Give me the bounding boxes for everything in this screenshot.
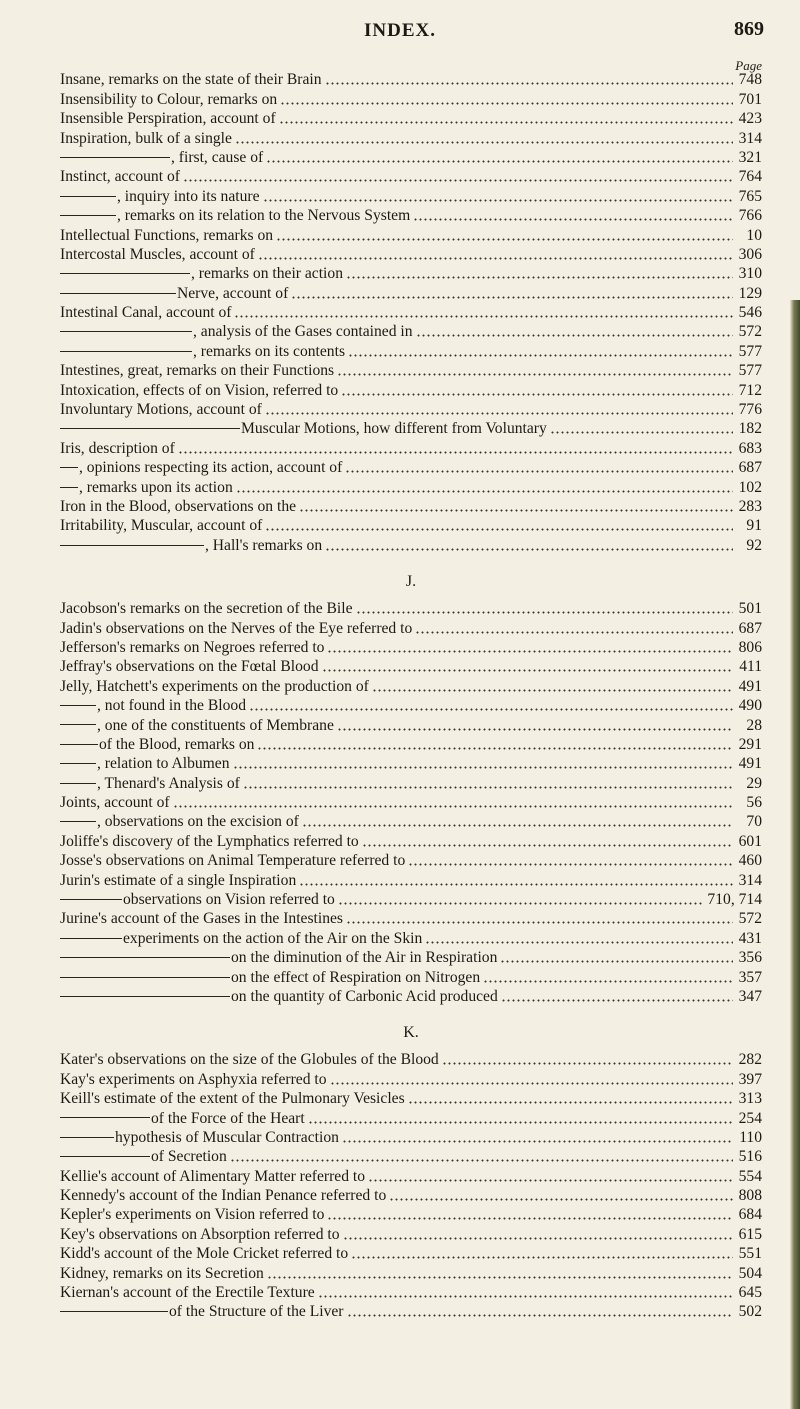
entry-page-number: 645 xyxy=(738,1284,762,1302)
entry-page-number: 29 xyxy=(746,774,762,792)
index-entry xyxy=(60,89,762,108)
ditto-dash xyxy=(60,977,230,978)
entry-text: of the Blood, remarks on xyxy=(60,736,254,754)
dot-leader xyxy=(325,82,733,85)
entry-page-number: 701 xyxy=(738,90,762,108)
entry-page-number: 546 xyxy=(738,304,762,322)
dot-leader xyxy=(233,766,733,769)
entry-page-number: 28 xyxy=(746,716,762,734)
ditto-dash xyxy=(60,545,204,546)
dot-leader xyxy=(265,412,733,415)
ditto-dash xyxy=(60,293,176,294)
entry-page-number: 684 xyxy=(738,1206,762,1224)
entry-page-number: 282 xyxy=(738,1051,762,1069)
entry-page-number: 491 xyxy=(738,677,762,695)
entry-text: Insane, remarks on the state of their Brain xyxy=(60,71,322,89)
entry-page-number: 70 xyxy=(746,813,762,831)
entry-page-number: 314 xyxy=(738,129,762,147)
index-entry xyxy=(60,516,762,535)
index-entry xyxy=(60,497,762,516)
index-entry xyxy=(60,109,762,128)
entry-text: Insensibility to Colour, remarks on xyxy=(60,90,278,108)
entry-text: of the Force of the Heart xyxy=(60,1110,305,1128)
index-entry xyxy=(60,657,762,676)
ditto-dash xyxy=(60,428,240,429)
ditto-dash xyxy=(60,1156,150,1157)
dot-leader xyxy=(291,296,733,299)
dot-leader xyxy=(351,1256,733,1259)
entry-page-number: 110 xyxy=(739,1128,762,1146)
entry-page-number: 306 xyxy=(738,245,762,263)
ditto-dash xyxy=(60,1137,114,1138)
entry-text: Key's observations on Absorption referred to xyxy=(60,1225,340,1243)
book-binding-edge xyxy=(790,300,800,1409)
entry-text: Jelly, Hatchett's experiments on the production of xyxy=(60,677,369,695)
index-entry xyxy=(60,967,762,986)
entry-page-number: 806 xyxy=(738,638,762,656)
entry-text: , relation to Albumen xyxy=(60,755,230,773)
entry-page-number: 314 xyxy=(738,871,762,889)
index-entry xyxy=(60,70,762,89)
index-entry xyxy=(60,303,762,322)
index-entry xyxy=(60,928,762,947)
dot-leader xyxy=(280,102,733,105)
dot-leader xyxy=(266,160,733,163)
index-entry xyxy=(60,458,762,477)
entry-text: Kay's experiments on Asphyxia referred to xyxy=(60,1070,327,1088)
dot-leader xyxy=(483,980,733,983)
entry-page-number: 572 xyxy=(738,323,762,341)
dot-leader xyxy=(408,863,733,866)
index-entry xyxy=(60,1263,762,1282)
index-entry xyxy=(60,167,762,186)
index-entry xyxy=(60,148,762,167)
entry-page-number: 516 xyxy=(738,1148,762,1166)
entry-page-number: 601 xyxy=(738,832,762,850)
entry-text: , observations on the excision of xyxy=(60,813,299,831)
entry-text: hypothesis of Muscular Contraction xyxy=(60,1129,339,1147)
dot-leader xyxy=(235,141,733,144)
entry-text: Nerve, account of xyxy=(60,285,288,303)
entry-page-number: 766 xyxy=(738,207,762,225)
dot-leader xyxy=(372,689,733,692)
ditto-dash xyxy=(60,157,170,158)
entry-text: Inspiration, bulk of a single xyxy=(60,129,232,147)
entry-page-number: 615 xyxy=(738,1225,762,1243)
dot-leader xyxy=(425,941,733,944)
entry-text: Iris, description of xyxy=(60,439,175,457)
entry-text: Jadin's observations on the Nerves of the Eye referred to xyxy=(60,619,413,637)
ditto-dash xyxy=(60,705,96,706)
index-entries xyxy=(60,70,762,1321)
entry-text: Kiernan's account of the Erectile Texture xyxy=(60,1284,315,1302)
section-letter: J. xyxy=(405,572,417,590)
entry-text: Jeffray's observations on the Fœtal Blood xyxy=(60,658,319,676)
entry-page-number: 321 xyxy=(738,148,762,166)
entry-text: Intoxication, effects of on Vision, referred to xyxy=(60,381,339,399)
index-entry xyxy=(60,1128,762,1147)
index-entry xyxy=(60,225,762,244)
dot-leader xyxy=(267,1276,733,1279)
entry-page-number: 291 xyxy=(738,735,762,753)
entry-text: Kidney, remarks on its Secretion xyxy=(60,1264,264,1282)
index-entry xyxy=(60,1089,762,1108)
dot-leader xyxy=(341,393,733,396)
dot-leader xyxy=(500,960,733,963)
index-entry xyxy=(60,1050,762,1069)
dot-leader xyxy=(249,708,733,711)
entry-text: Intestines, great, remarks on their Functions xyxy=(60,362,335,380)
page-header xyxy=(0,16,800,46)
entry-page-number: 102 xyxy=(738,478,762,496)
entry-text: , remarks on its contents xyxy=(60,343,345,361)
entry-text: Involuntary Motions, account of xyxy=(60,401,262,419)
entry-page-number: 712 xyxy=(738,381,762,399)
entry-text: observations on Vision referred to xyxy=(60,891,335,909)
entry-text: Jurine's account of the Gases in the Intestines xyxy=(60,910,343,928)
entry-page-number: 765 xyxy=(738,187,762,205)
entry-page-number: 357 xyxy=(738,968,762,986)
entry-text: , one of the constituents of Membrane xyxy=(60,717,334,735)
entry-page-number: 431 xyxy=(738,929,762,947)
entry-page-number: 313 xyxy=(738,1090,762,1108)
index-entry xyxy=(60,870,762,889)
dot-leader xyxy=(325,548,733,551)
index-entry xyxy=(60,1205,762,1224)
entry-page-number: 254 xyxy=(738,1109,762,1127)
entry-text: Jacobson's remarks on the secretion of the Bile xyxy=(60,600,353,618)
entry-text: experiments on the action of the Air on the Skin xyxy=(60,930,422,948)
ditto-dash xyxy=(60,487,78,488)
dot-leader xyxy=(550,431,733,434)
index-entry xyxy=(60,361,762,380)
index-entry xyxy=(60,735,762,754)
entry-text: on the quantity of Carbonic Acid produced xyxy=(60,988,498,1006)
entry-page-number: 776 xyxy=(738,401,762,419)
dot-leader xyxy=(257,747,733,750)
entry-text: , remarks on its relation to the Nervous System xyxy=(60,207,410,225)
ditto-dash xyxy=(60,899,122,900)
dot-leader xyxy=(178,451,733,454)
dot-leader xyxy=(330,1082,733,1085)
entry-page-number: 356 xyxy=(738,949,762,967)
dot-leader xyxy=(308,1121,733,1124)
index-entry xyxy=(60,1147,762,1166)
index-entry xyxy=(60,341,762,360)
ditto-dash xyxy=(60,996,230,997)
entry-text: Jurin's estimate of a single Inspiration xyxy=(60,871,297,889)
entry-text: Instinct, account of xyxy=(60,168,180,186)
index-entry xyxy=(60,186,762,205)
index-entry xyxy=(60,1069,762,1088)
entry-page-number: 502 xyxy=(738,1303,762,1321)
dot-leader xyxy=(338,902,705,905)
ditto-dash xyxy=(60,273,190,274)
dot-leader xyxy=(327,1217,733,1220)
entry-text: , analysis of the Gases contained in xyxy=(60,323,413,341)
dot-leader xyxy=(299,509,733,512)
index-entry xyxy=(60,638,762,657)
ditto-dash xyxy=(60,1117,150,1118)
ditto-dash xyxy=(60,724,96,725)
index-entry xyxy=(60,1108,762,1127)
index-entry xyxy=(60,322,762,341)
index-entry xyxy=(60,1166,762,1185)
dot-leader xyxy=(368,1179,733,1182)
ditto-dash xyxy=(60,196,116,197)
dot-leader xyxy=(413,218,733,221)
index-entry xyxy=(60,1186,762,1205)
index-entry xyxy=(60,715,762,734)
index-entry xyxy=(60,793,762,812)
index-entry xyxy=(60,676,762,695)
entry-page-number: 748 xyxy=(738,71,762,89)
entry-page-number: 491 xyxy=(738,755,762,773)
dot-leader xyxy=(346,921,733,924)
index-entry xyxy=(60,264,762,283)
entry-text: , opinions respecting its action, account of xyxy=(60,459,342,477)
index-entry xyxy=(60,1244,762,1263)
entry-text: , first, cause of xyxy=(60,149,263,167)
index-entry xyxy=(60,890,762,909)
index-entry xyxy=(60,380,762,399)
entry-text: on the effect of Respiration on Nitrogen xyxy=(60,969,480,987)
entry-text: Joliffe's discovery of the Lymphatics referred to xyxy=(60,832,359,850)
dot-leader xyxy=(318,1295,733,1298)
entry-page-number: 551 xyxy=(738,1245,762,1263)
running-title: INDEX. xyxy=(364,20,436,41)
index-entry xyxy=(60,128,762,147)
dot-leader xyxy=(347,1314,733,1317)
entry-text: of the Structure of the Liver xyxy=(60,1303,344,1321)
entry-text: , remarks on their action xyxy=(60,265,343,283)
entry-text: Kennedy's account of the Indian Penance referred to xyxy=(60,1187,387,1205)
ditto-dash xyxy=(60,215,116,216)
entry-page-number: 92 xyxy=(746,536,762,554)
dot-leader xyxy=(236,490,733,493)
dot-leader xyxy=(243,786,733,789)
dot-leader xyxy=(389,1198,733,1201)
index-entry xyxy=(60,283,762,302)
entry-page-number: 10 xyxy=(746,226,762,244)
entry-page-number: 764 xyxy=(738,168,762,186)
index-entry xyxy=(60,909,762,928)
entry-page-number: 347 xyxy=(738,987,762,1005)
ditto-dash xyxy=(60,467,78,468)
dot-leader xyxy=(276,238,733,241)
entry-page-number: 310 xyxy=(738,265,762,283)
index-entry xyxy=(60,696,762,715)
entry-page-number: 501 xyxy=(738,600,762,618)
entry-text: , inquiry into its nature xyxy=(60,188,260,206)
entry-text: on the diminution of the Air in Respiration xyxy=(60,949,497,967)
entry-page-number: 182 xyxy=(738,420,762,438)
entry-text: Kater's observations on the size of the Globules of the Blood xyxy=(60,1051,439,1069)
entry-text: , Thenard's Analysis of xyxy=(60,775,240,793)
entry-page-number: 808 xyxy=(738,1187,762,1205)
index-entry xyxy=(60,206,762,225)
dot-leader xyxy=(263,199,734,202)
dot-leader xyxy=(346,276,733,279)
dot-leader xyxy=(415,631,733,634)
entry-page-number: 687 xyxy=(738,619,762,637)
entry-text: Joints, account of xyxy=(60,794,170,812)
index-entry xyxy=(60,1302,762,1321)
dot-leader xyxy=(345,470,733,473)
entry-page-number: 283 xyxy=(738,497,762,515)
index-entry xyxy=(60,419,762,438)
dot-leader xyxy=(183,179,733,182)
index-entry xyxy=(60,851,762,870)
dot-leader xyxy=(173,805,733,808)
entry-text: Keill's estimate of the extent of the Pulmonary Vesicles xyxy=(60,1090,405,1108)
dot-leader xyxy=(348,354,733,357)
entry-text: Intercostal Muscles, account of xyxy=(60,245,255,263)
entry-page-number: 397 xyxy=(738,1070,762,1088)
dot-leader xyxy=(408,1101,733,1104)
ditto-dash xyxy=(60,957,230,958)
index-entry xyxy=(60,987,762,1006)
ditto-dash xyxy=(60,331,192,332)
entry-text: Kepler's experiments on Vision referred to xyxy=(60,1206,325,1224)
entry-page-number: 56 xyxy=(746,794,762,812)
index-entry xyxy=(60,1283,762,1302)
entry-page-number: 423 xyxy=(738,110,762,128)
entry-page-number: 577 xyxy=(738,362,762,380)
index-entry xyxy=(60,618,762,637)
entry-text: Kidd's account of the Mole Cricket referred to xyxy=(60,1245,349,1263)
entry-page-number: 460 xyxy=(738,852,762,870)
index-entry xyxy=(60,812,762,831)
dot-leader xyxy=(337,373,733,376)
dot-leader xyxy=(299,883,733,886)
entry-text: Jefferson's remarks on Negroes referred to xyxy=(60,638,325,656)
dot-leader xyxy=(343,1237,733,1240)
index-entry xyxy=(60,438,762,457)
ditto-dash xyxy=(60,763,96,764)
entry-page-number: 490 xyxy=(738,697,762,715)
page-number: 869 xyxy=(734,18,764,40)
index-entry xyxy=(60,477,762,496)
ditto-dash xyxy=(60,744,98,745)
dot-leader xyxy=(416,334,733,337)
entry-text: , not found in the Blood xyxy=(60,697,246,715)
entry-page-number: 554 xyxy=(738,1167,762,1185)
entry-text: , Hall's remarks on xyxy=(60,537,322,555)
entry-page-number: 411 xyxy=(739,658,762,676)
index-entry xyxy=(60,400,762,419)
section-letter: K. xyxy=(403,1023,419,1041)
ditto-dash xyxy=(60,351,192,352)
entry-page-number: 91 xyxy=(746,517,762,535)
entry-page-number: 683 xyxy=(738,439,762,457)
entry-page-number: 577 xyxy=(738,342,762,360)
dot-leader xyxy=(327,650,733,653)
ditto-dash xyxy=(60,938,122,939)
entry-text: Iron in the Blood, observations on the xyxy=(60,497,297,515)
ditto-dash xyxy=(60,783,96,784)
dot-leader xyxy=(356,611,733,614)
entry-text: of Secretion xyxy=(60,1148,227,1166)
dot-leader xyxy=(258,257,733,260)
ditto-dash xyxy=(60,821,96,822)
entry-page-number: 710, 714 xyxy=(707,891,762,909)
index-entry xyxy=(60,245,762,264)
dot-leader xyxy=(230,1159,733,1162)
index-entry xyxy=(60,1224,762,1243)
dot-leader xyxy=(279,121,733,124)
entry-page-number: 687 xyxy=(738,459,762,477)
dot-leader xyxy=(302,824,733,827)
entry-text: , remarks upon its action xyxy=(60,479,233,497)
index-entry xyxy=(60,754,762,773)
entry-text: Intestinal Canal, account of xyxy=(60,304,232,322)
dot-leader xyxy=(265,528,733,531)
entry-text: Intellectual Functions, remarks on xyxy=(60,226,274,244)
entry-text: Josse's observations on Animal Temperature referred to xyxy=(60,852,406,870)
page-column-label: Page xyxy=(735,58,762,73)
dot-leader xyxy=(342,1140,733,1143)
entry-text: Irritability, Muscular, account of xyxy=(60,517,263,535)
index-entry xyxy=(60,599,762,618)
entry-page-number: 129 xyxy=(738,284,762,302)
index-entry xyxy=(60,948,762,967)
index-entry xyxy=(60,535,762,554)
dot-leader xyxy=(501,999,733,1002)
entry-text: Kellie's account of Alimentary Matter referred to xyxy=(60,1167,366,1185)
index-entry xyxy=(60,773,762,792)
dot-leader xyxy=(322,669,734,672)
dot-leader xyxy=(362,844,733,847)
dot-leader xyxy=(442,1062,733,1065)
entry-page-number: 504 xyxy=(738,1264,762,1282)
dot-leader xyxy=(337,728,733,731)
index-entry xyxy=(60,831,762,850)
entry-text: Muscular Motions, how different from Voluntary xyxy=(60,420,547,438)
entry-page-number: 572 xyxy=(738,910,762,928)
dot-leader xyxy=(234,315,733,318)
ditto-dash xyxy=(60,1311,168,1312)
entry-text: Insensible Perspiration, account of xyxy=(60,110,276,128)
